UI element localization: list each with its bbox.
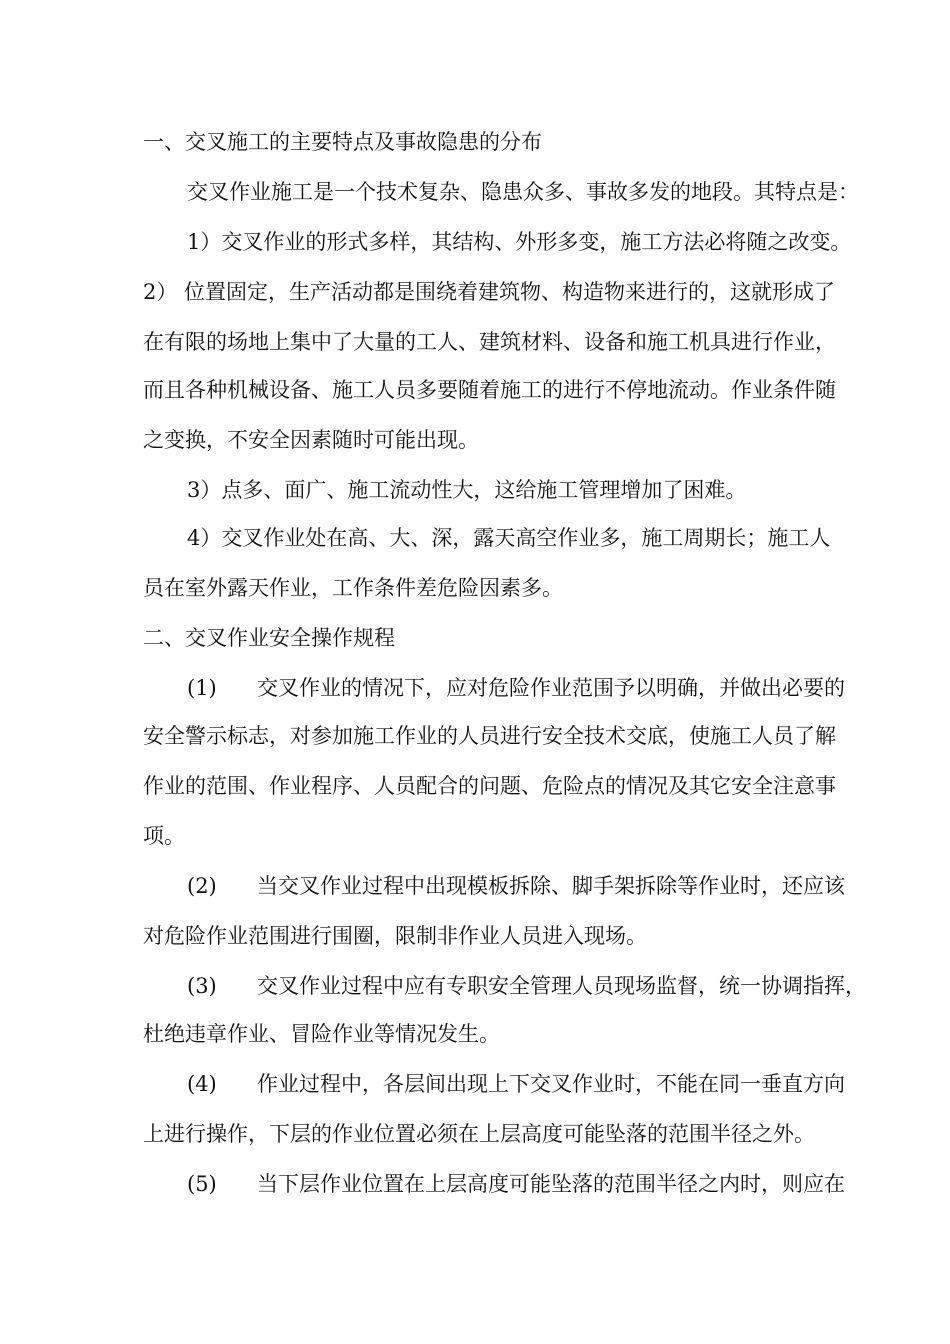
rule-text: 当下层作业位置在上层高度可能坠落的范围半径之内时，则应在 — [257, 1172, 845, 1196]
section1-heading: 一、交叉施工的主要特点及事故隐患的分布 — [143, 130, 542, 154]
item2-line-3: 而且各种机械设备、施工人员多要随着施工的进行不停地流动。作业条件随 — [143, 378, 836, 402]
rule-1-line-4: 项。 — [143, 824, 185, 848]
item2-line-2: 在有限的场地上集中了大量的工人、建筑材料、设备和施工机具进行作业， — [143, 330, 836, 354]
rule-text: 交叉作业过程中应有专职安全管理人员现场监督，统一协调指挥， — [257, 974, 866, 998]
section2-heading: 二、交叉作业安全操作规程 — [143, 626, 395, 650]
item2-line-1: 2） 位置固定，生产活动都是围绕着建筑物、构造物来进行的，这就形成了 — [143, 280, 836, 304]
section1-intro: 交叉作业施工是一个技术复杂、隐患众多、事故多发的地段。其特点是： — [187, 180, 859, 204]
item1-text: 1）交叉作业的形式多样，其结构、外形多变，施工方法必将随之改变。 — [187, 230, 852, 254]
rule-4-line-2: 上进行操作，下层的作业位置必须在上层高度可能坠落的范围半径之外。 — [143, 1122, 815, 1146]
rule-2-line-2: 对危险作业范围进行围圈，限制非作业人员进入现场。 — [143, 924, 647, 948]
item3-text: 3）点多、面广、施工流动性大，这给施工管理增加了困难。 — [187, 478, 747, 502]
rule-number: (5) — [187, 1172, 217, 1196]
rule-3-first-line — [187, 972, 866, 1000]
rule-4-first-line — [187, 1070, 845, 1098]
rule-number: (2) — [187, 874, 217, 898]
rule-5-first-line — [187, 1170, 845, 1198]
rule-1-line-2: 安全警示标志，对参加施工作业的人员进行安全技术交底，使施工人员了解 — [143, 724, 836, 748]
rule-text: 作业过程中，各层间出现上下交叉作业时，不能在同一垂直方向 — [257, 1072, 845, 1096]
rule-1-first-line — [187, 674, 845, 702]
item2-line-4: 之变换，不安全因素随时可能出现。 — [143, 428, 479, 452]
item4-line-1: 4）交叉作业处在高、大、深，露天高空作业多，施工周期长；施工人 — [187, 526, 831, 550]
rule-1-line-3: 作业的范围、作业程序、人员配合的问题、危险点的情况及其它安全注意事 — [143, 774, 836, 798]
rule-text: 当交叉作业过程中出现模板拆除、脚手架拆除等作业时，还应该 — [257, 874, 845, 898]
rule-2-first-line — [187, 872, 845, 900]
item4-line-2: 员在室外露天作业，工作条件差危险因素多。 — [143, 576, 563, 600]
rule-text: 交叉作业的情况下，应对危险作业范围予以明确，并做出必要的 — [257, 676, 845, 700]
rule-number: (3) — [187, 974, 217, 998]
rule-number: (4) — [187, 1072, 217, 1096]
rule-number: (1) — [187, 676, 217, 700]
rule-3-line-2: 杜绝违章作业、冒险作业等情况发生。 — [143, 1022, 500, 1046]
